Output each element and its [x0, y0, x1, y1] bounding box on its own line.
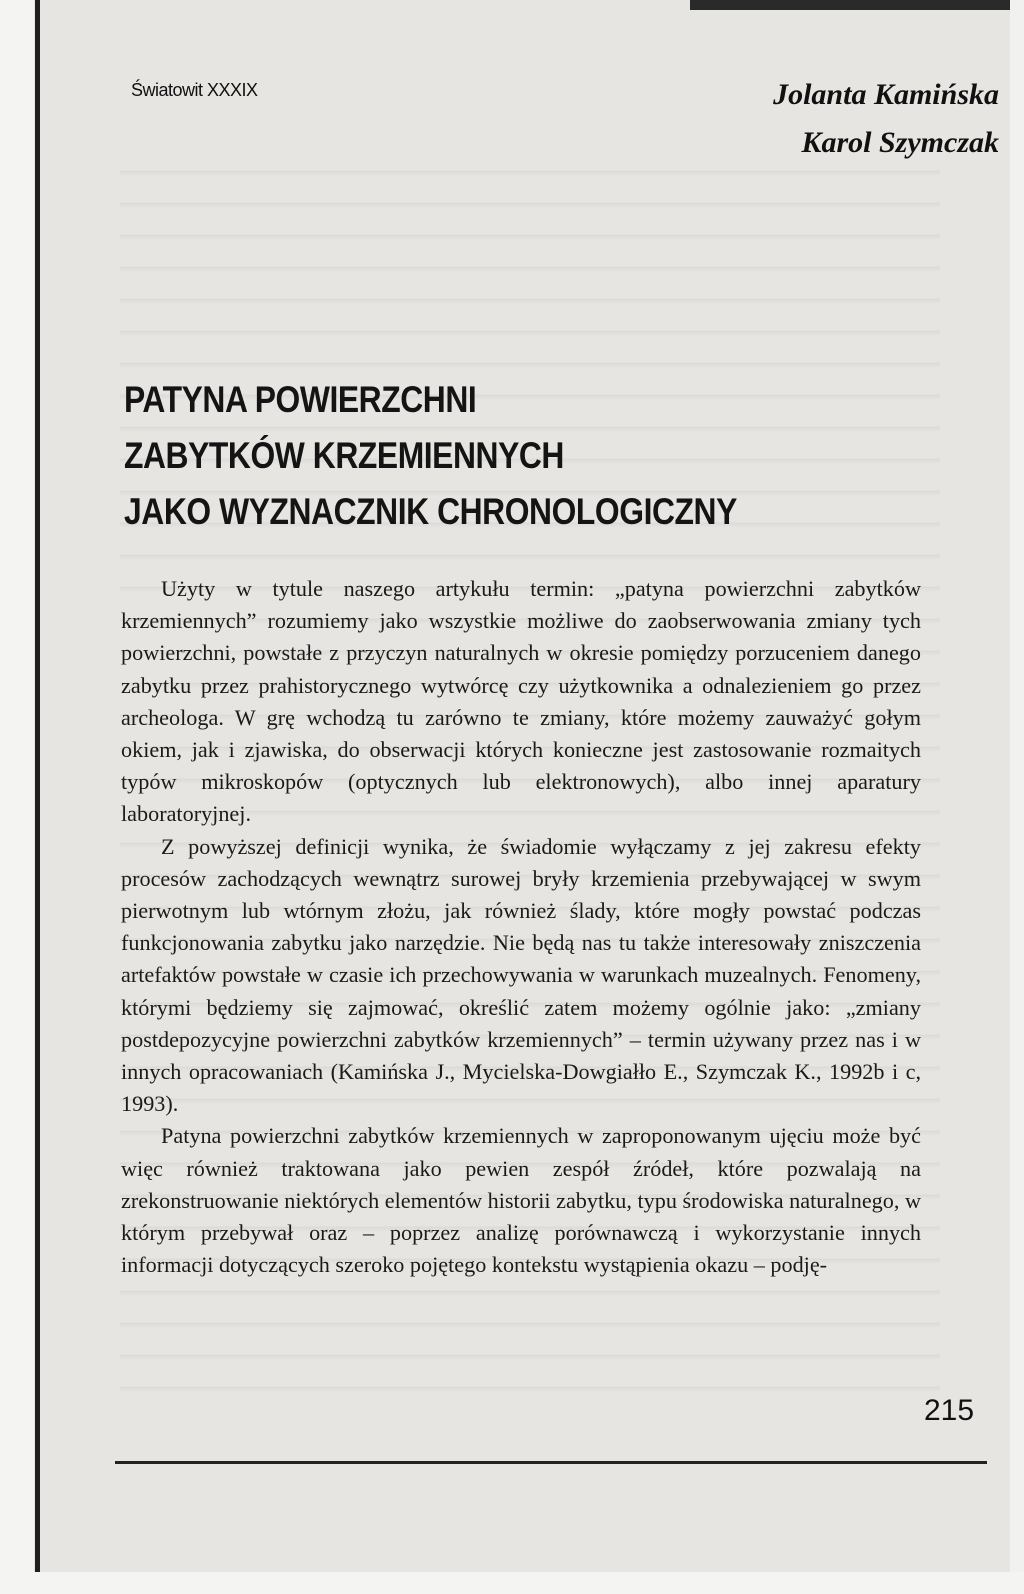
article-title — [124, 372, 924, 540]
scan-margin-left — [0, 0, 34, 1594]
article-body — [121, 573, 921, 1281]
title-line: PATYNA POWIERZCHNI — [124, 379, 477, 420]
footer-rule — [115, 1461, 987, 1464]
title-line: ZABYTKÓW KRZEMIENNYCH — [124, 435, 564, 476]
author-name: Jolanta Kamińska — [773, 78, 999, 111]
book-spine-shadow — [35, 0, 40, 1594]
page-top-edge — [690, 0, 1024, 10]
paragraph: Patyna powierzchni zabytków krzemiennych w zaproponowanym ujęciu może być więc również traktowana jako pewien zespół źródeł, które pozwalają na zrekonstruowanie niektórych elementów historii zabytku, typu środowiska naturalnego, w którym przebywał oraz – poprzez analizę porównawczą i wykorzystanie innych informacji dotyczących szeroko pojętego kontekstu wystąpienia okazu – podję- — [121, 1123, 921, 1278]
journal-header: Światowit XXXIX — [131, 80, 258, 100]
title-line: JAKO WYZNACZNIK CHRONOLOGICZNY — [124, 491, 737, 532]
scan-margin-right — [1010, 0, 1024, 1594]
scan-margin-bottom — [0, 1572, 1024, 1594]
paragraph: Z powyższej definicji wynika, że świadomie wyłączamy z jej zakresu efekty procesów zachodzących wewnątrz surowej bryły krzemienia przebywającej w swym pierwotnym lub wtórnym złożu, jak również ślady, które mogły powstać podczas funkcjonowania zabytku jako narzędzie. Nie będą nas tu także interesowały zniszczenia artefaktów powstałe w czasie ich przechowywania w warunkach muzealnych. Fenomeny, którymi będziemy się zajmować, określić zatem możemy ogólnie jako: „zmiany postdepozycyjne powierzchni zabytków krzemiennych” – termin używany przez nas i w innych opracowaniach (Kamińska J., Mycielska-Dowgiałło E., Szymczak K., 1992b i c, 1993). — [121, 833, 921, 1117]
author-name: Karol Szymczak — [801, 126, 999, 159]
paragraph: Użyty w tytule naszego artykułu termin: „patyna powierzchni zabytków krzemiennych” rozumiemy jako wszystkie możliwe do zaobserwowania zmiany tych powierzchni, powstałe z przyczyn naturalnych w okresie pomiędzy porzuceniem danego zabytku przez prahistorycznego wytwórcę czy użytkownika a odnalezieniem go przez archeologa. W grę wchodzą tu zarówno te zmiany, które możemy zauważyć gołym okiem, jak i zjawiska, do obserwacji których konieczne jest zastosowanie rozmaitych typów mikroskopów (optycznych lub elektronowych), albo innej aparatury laboratoryjnej. — [121, 576, 921, 827]
page-number: 215 — [924, 1394, 975, 1427]
